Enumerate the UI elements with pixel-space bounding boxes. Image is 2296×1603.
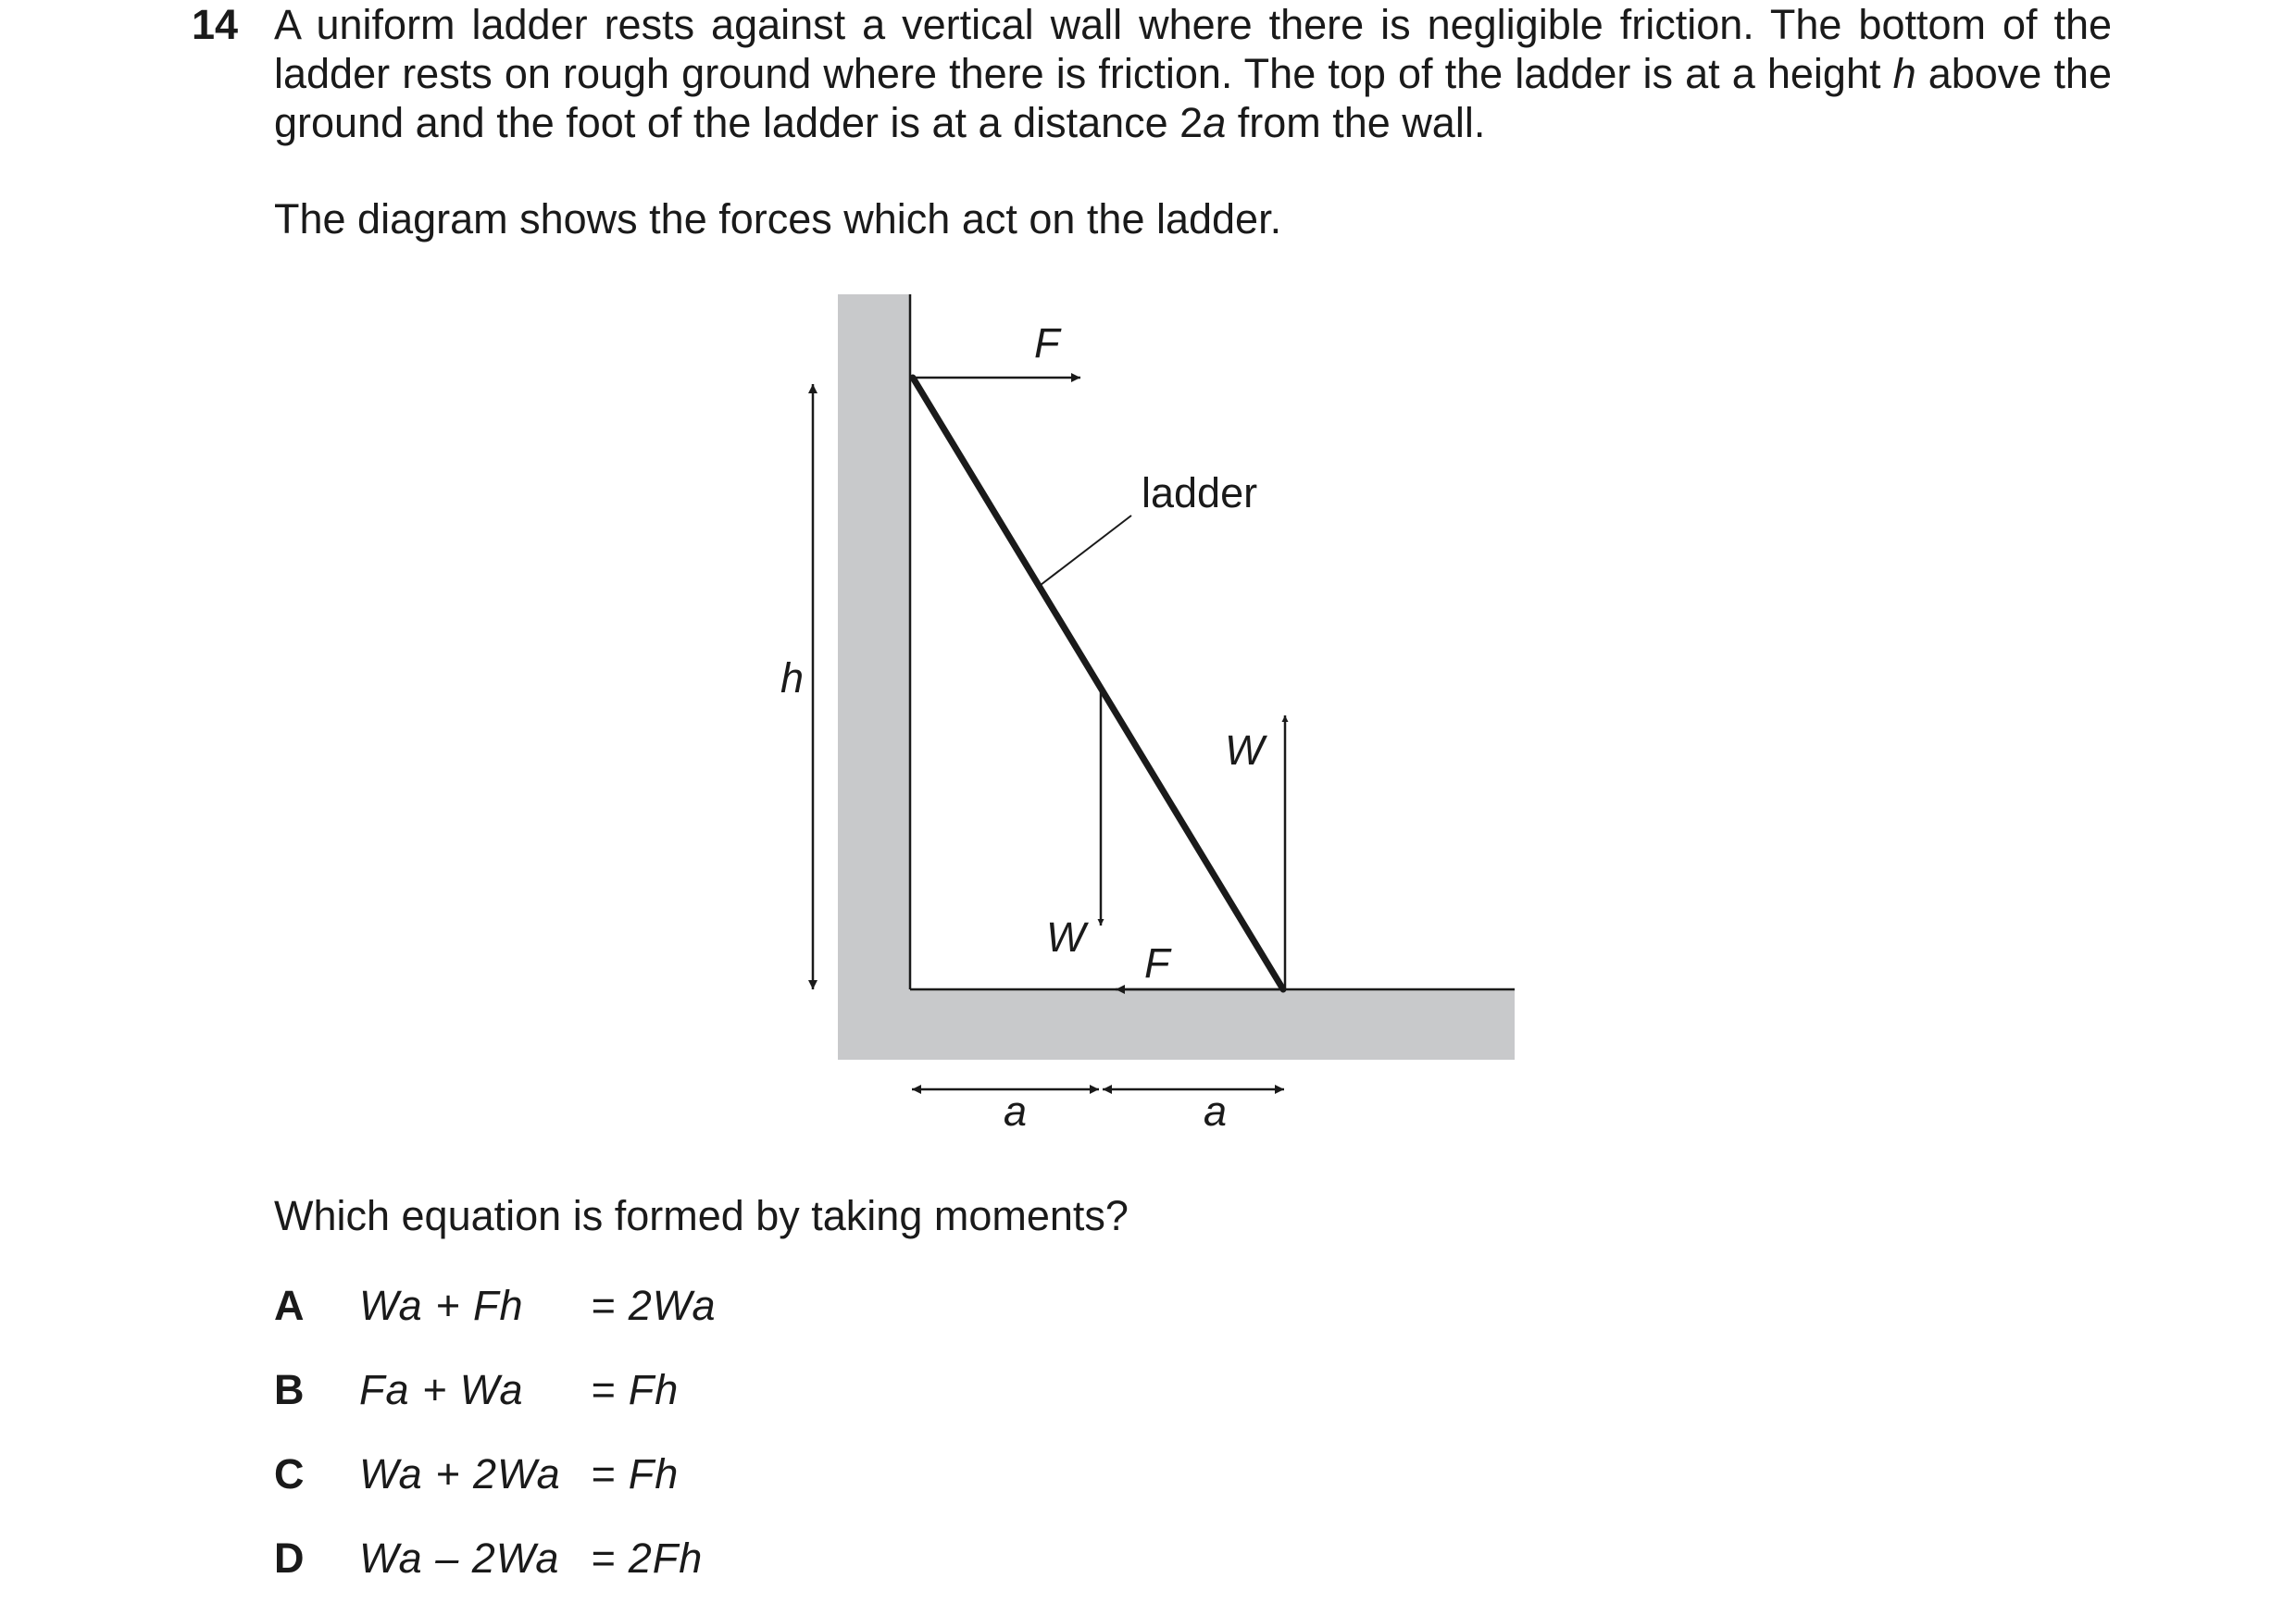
- weight-down-label: W: [1046, 913, 1086, 961]
- option-rhs: = 2Fh: [591, 1535, 704, 1582]
- question-prompt: Which equation is formed by taking moments?: [274, 1192, 1129, 1239]
- diagram-intro: The diagram shows the forces which act on the ladder.: [274, 195, 1282, 242]
- wall-and-ground: [838, 294, 1515, 1060]
- option-rhs: = Fh: [591, 1366, 680, 1413]
- distance-left-label: a: [1004, 1087, 1028, 1135]
- option-lhs: Wa + Fh: [359, 1282, 524, 1329]
- ladder-leader-line: [1041, 516, 1131, 585]
- weight-up-label: W: [1225, 727, 1265, 774]
- question-text: A uniform ladder rests against a vertical wall where there is negligible friction. The bottom of the ladder rests on rough ground where there is friction. The top of the ladder is at a height h above the ground and the foot of the ladder is at a distance 2a from the wall.: [274, 1, 2112, 146]
- option-rhs: = Fh: [591, 1450, 680, 1497]
- option-lhs: Fa + Wa: [359, 1366, 524, 1413]
- height-label: h: [780, 654, 805, 702]
- question-number: 14: [192, 1, 239, 48]
- distance-right-label: a: [1204, 1087, 1228, 1135]
- option-letter: B: [274, 1366, 305, 1413]
- option-rhs: = 2Wa: [591, 1282, 717, 1329]
- force-top-label: F: [1034, 319, 1060, 367]
- ladder-label: ladder: [1142, 469, 1258, 516]
- option-lhs: Wa – 2Wa: [359, 1535, 560, 1582]
- option-letter: A: [274, 1282, 305, 1329]
- option-letter: D: [274, 1535, 305, 1582]
- force-bottom-label: F: [1144, 939, 1170, 987]
- option-lhs: Wa + 2Wa: [359, 1450, 561, 1497]
- option-letter: C: [274, 1450, 305, 1497]
